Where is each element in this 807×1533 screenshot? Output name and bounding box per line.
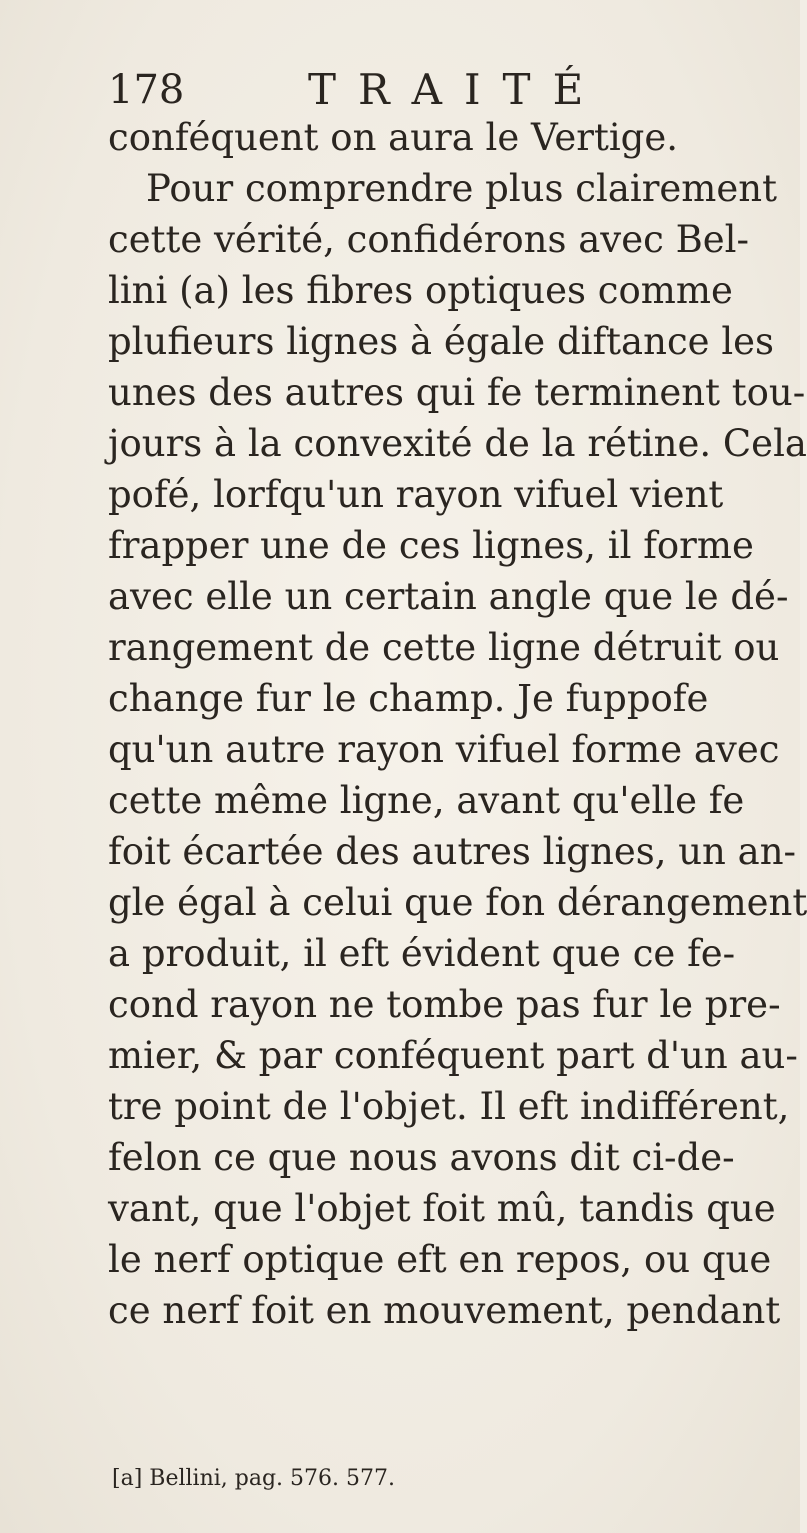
text-line: ce nerf foit en mouvement, pendant <box>108 1289 781 1332</box>
page-number: 178 <box>108 67 185 113</box>
text-line: felon ce que nous avons dit ci-de- <box>108 1136 735 1179</box>
text-line: plufieurs lignes à égale diftance les <box>108 320 775 363</box>
footnote: [a] Bellini, pag. 576. 577. <box>112 1466 395 1491</box>
text-line: lini (a) les fibres optiques comme <box>108 269 733 312</box>
running-title: TRAITÉ <box>308 65 606 114</box>
text-line: conféquent on aura le Vertige. <box>108 116 678 159</box>
text-line: a produit, il eft évident que ce fe- <box>108 932 736 975</box>
body-text <box>108 112 807 1336</box>
text-line: cette même ligne, avant qu'elle fe <box>108 779 745 822</box>
text-line: unes des autres qui fe terminent tou- <box>108 371 806 414</box>
text-line: foit écartée des autres lignes, un an- <box>108 830 797 873</box>
text-line: jours à la convexité de la rétine. Cela <box>108 422 807 465</box>
text-line: le nerf optique eft en repos, ou que <box>108 1238 772 1281</box>
text-line: mier, & par conféquent part d'un au- <box>108 1034 798 1077</box>
text-line: frapper une de ces lignes, il forme <box>108 524 754 567</box>
text-line: avec elle un certain angle que le dé- <box>108 575 789 618</box>
text-line: pofé, lorfqu'un rayon vifuel vient <box>108 473 724 516</box>
page-header <box>108 58 668 118</box>
text-line: cond rayon ne tombe pas fur le pre- <box>108 983 781 1026</box>
text-line: Pour comprendre plus clairement <box>146 167 777 210</box>
text-line: change fur le champ. Je fuppofe <box>108 677 709 720</box>
text-line: qu'un autre rayon vifuel forme avec <box>108 728 780 771</box>
text-line: rangement de cette ligne détruit ou <box>108 626 780 669</box>
text-line: tre point de l'objet. Il eft indifférent, <box>108 1085 790 1128</box>
text-line: cette vérité, confidérons avec Bel- <box>108 218 750 261</box>
text-line: vant, que l'objet foit mû, tandis que <box>108 1187 776 1230</box>
text-line: gle égal à celui que fon dérangement <box>108 881 807 924</box>
